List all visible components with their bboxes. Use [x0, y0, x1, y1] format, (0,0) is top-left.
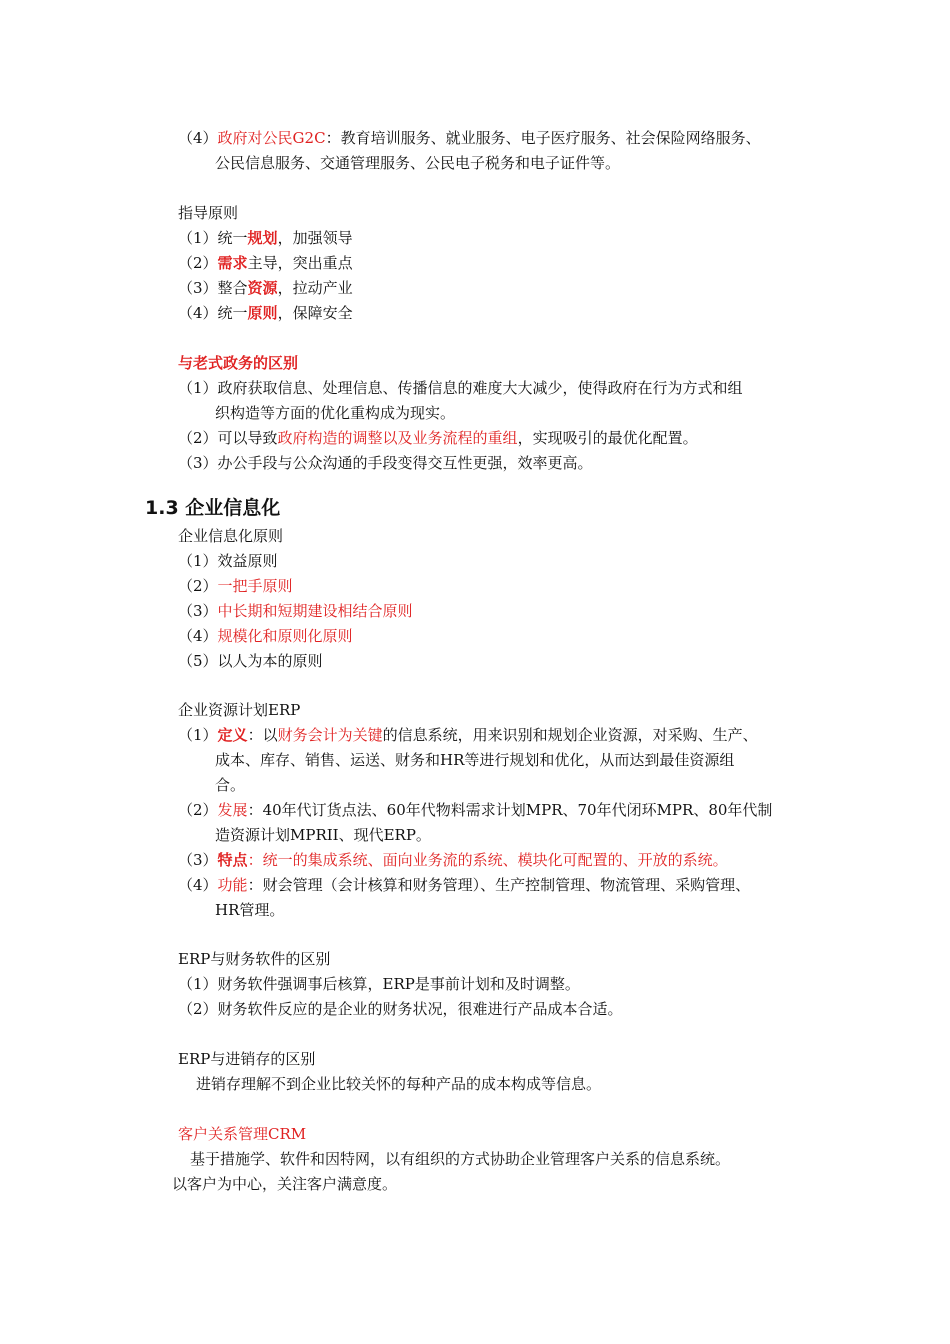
g2c-line-2: 公民信息服务、交通管理服务、公民电子税务和电子证件等。	[215, 154, 621, 172]
g2c-line-1	[178, 128, 761, 148]
principle-1-prefix: （1）统一	[178, 229, 248, 247]
erp-vs-inventory-heading: ERP与进销存的区别	[178, 1050, 316, 1068]
diff-old-item-2-suffix: ，实现吸引的最优化配置。	[517, 429, 698, 447]
g2c-number: （4）	[178, 129, 218, 147]
g2c-title: 政府对公民G2C	[217, 129, 326, 147]
erp-features-keyword: 特点	[217, 851, 248, 869]
erp-vs-finance-item-1: （1）财务软件强调事后核算，ERP是事前计划和及时调整。	[178, 975, 580, 993]
enterprise-principle-3-number: （3）	[178, 602, 218, 620]
erp-definition-number: （1）	[178, 726, 218, 744]
erp-definition-keyword: 定义	[217, 726, 248, 744]
enterprise-principle-4-number: （4）	[178, 627, 218, 645]
enterprise-principle-3-text: 中长期和短期建设相结合原则	[217, 602, 413, 620]
principle-item-3	[178, 278, 353, 298]
erp-features	[178, 850, 728, 870]
principle-3-prefix: （3）整合	[178, 279, 248, 297]
erp-vs-finance-heading: ERP与财务软件的区别	[178, 950, 331, 968]
principle-3-suffix: ，拉动产业	[277, 279, 353, 297]
crm-line-2: 以客户为中心，关注客户满意度。	[172, 1175, 398, 1193]
crm-line-1: 基于措施学、软件和因特网，以有组织的方式协助企业管理客户关系的信息系统。	[190, 1150, 731, 1168]
principle-item-1	[178, 228, 353, 248]
erp-definition-line-2: 成本、库存、销售、运送、财务和HR等进行规划和优化，从而达到最佳资源组	[215, 751, 735, 769]
erp-functions-text: ：财会管理（会计核算和财务管理）、生产控制管理、物流管理、采购管理、	[247, 876, 751, 894]
principle-2-prefix: （2）	[178, 254, 218, 272]
erp-development-text: ：40年代订货点法、60年代物料需求计划MPR、70年代闭环MPR、80年代制	[247, 801, 773, 819]
erp-development-line-1	[178, 800, 772, 820]
erp-features-number: （3）	[178, 851, 218, 869]
diff-old-item-2-highlight: 政府构造的调整以及业务流程的重组	[277, 429, 518, 447]
erp-functions-line-1	[178, 875, 750, 895]
principle-4-suffix: ，保障安全	[277, 304, 353, 322]
enterprise-principle-2-text: 一把手原则	[217, 577, 293, 595]
g2c-text: ：教育培训服务、就业服务、电子医疗服务、社会保险网络服务、	[325, 129, 761, 147]
erp-development-line-2: 造资源计划MPRII、现代ERP。	[215, 826, 431, 844]
erp-features-text: ：统一的集成系统、面向业务流的系统、模块化可配置的、开放的系统。	[247, 851, 728, 869]
erp-vs-finance-item-2: （2）财务软件反应的是企业的财务状况，很难进行产品成本合适。	[178, 1000, 623, 1018]
enterprise-principle-1: （1）效益原则	[178, 552, 278, 570]
diff-old-item-1-line-1: （1）政府获取信息、处理信息、传播信息的难度大大减少，使得政府在行为方式和组	[178, 379, 743, 397]
principles-heading: 指导原则	[178, 204, 239, 222]
principle-3-keyword: 资源	[247, 279, 278, 297]
diff-old-item-2-prefix: （2）可以导致	[178, 429, 278, 447]
erp-functions-line-2: HR管理。	[215, 901, 285, 919]
erp-definition-line-1	[178, 725, 758, 745]
erp-definition-line-3: 合。	[215, 776, 246, 794]
principle-item-2	[178, 253, 353, 273]
erp-functions-number: （4）	[178, 876, 218, 894]
diff-old-item-2	[178, 428, 698, 448]
crm-heading: 客户关系管理CRM	[178, 1125, 307, 1143]
enterprise-principle-2	[178, 576, 293, 596]
erp-heading: 企业资源计划ERP	[178, 701, 301, 719]
principle-2-suffix: 主导，突出重点	[247, 254, 353, 272]
erp-development-keyword: 发展	[217, 801, 248, 819]
principle-1-keyword: 规划	[247, 229, 278, 247]
diff-old-heading: 与老式政务的区别	[178, 354, 299, 372]
enterprise-principle-3	[178, 601, 413, 621]
enterprise-principles-heading: 企业信息化原则	[178, 527, 284, 545]
principle-1-suffix: ，加强领导	[277, 229, 353, 247]
erp-definition-highlight: 财务会计为关键	[277, 726, 383, 744]
enterprise-principle-4	[178, 626, 353, 646]
enterprise-principle-2-number: （2）	[178, 577, 218, 595]
principle-item-4	[178, 303, 353, 323]
erp-vs-inventory-text: 进销存理解不到企业比较关怀的每种产品的成本构成等信息。	[196, 1075, 602, 1093]
enterprise-principle-5: （5）以人为本的原则	[178, 652, 323, 670]
principle-2-keyword: 需求	[217, 254, 248, 272]
section-title: 1.3 企业信息化	[145, 497, 281, 519]
enterprise-principle-4-text: 规模化和原则化原则	[217, 627, 353, 645]
principle-4-prefix: （4）统一	[178, 304, 248, 322]
erp-definition-text: 的信息系统，用来识别和规划企业资源，对采购、生产、	[382, 726, 758, 744]
erp-development-number: （2）	[178, 801, 218, 819]
diff-old-item-1-line-2: 织构造等方面的优化重构成为现实。	[215, 404, 456, 422]
diff-old-item-3: （3）办公手段与公众沟通的手段变得交互性更强，效率更高。	[178, 454, 593, 472]
principle-4-keyword: 原则	[247, 304, 278, 322]
erp-functions-keyword: 功能	[217, 876, 248, 894]
erp-definition-colon: ：以	[247, 726, 278, 744]
